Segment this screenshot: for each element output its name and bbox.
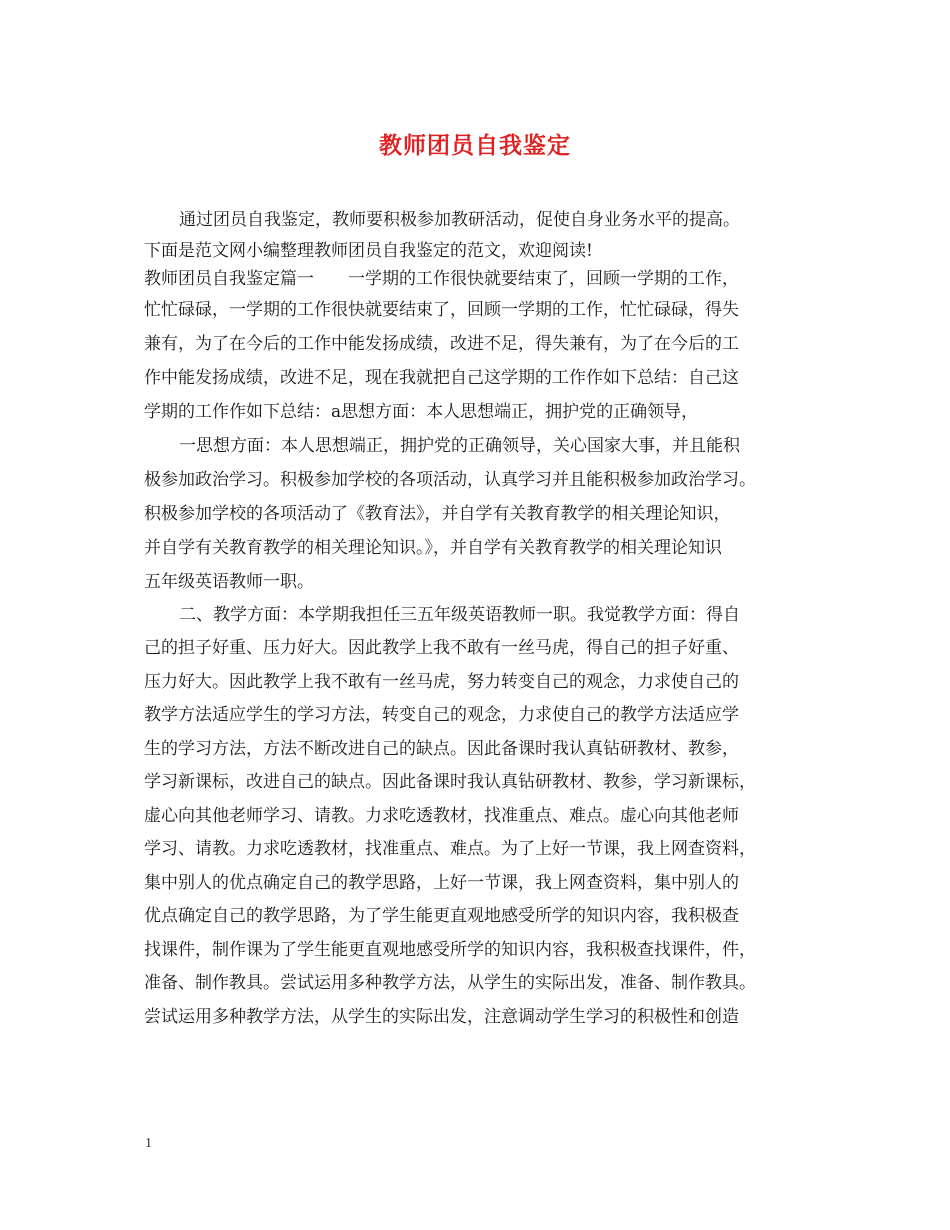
page-number: 1 [145,1136,152,1151]
body-line: 下面是范文网小编整理教师团员自我鉴定的范文，欢迎阅读! [144,240,593,261]
body-line: 找课件，制作课为了学生能更直观地感受所学的知识内容，我积极查找课件，件， [144,939,756,960]
body-line: 并自学有关教育教学的相关理论知识。》，并自学有关教育教学的相关理论知识 [144,537,722,558]
document-body [144,205,834,1034]
body-line: 兼有，为了在今后的工作中能发扬成绩，改进不足，得失兼有，为了在今后的工 [144,333,739,354]
body-line: 集中别人的优点确定自己的教学思路，上好一节课，我上网查资料，集中别人的 [144,872,739,893]
body-line: 教师团员自我鉴定篇一 一学期的工作很快就要结束了，回顾一学期的工作， [144,268,739,289]
body-line: 优点确定自己的教学思路，为了学生能更直观地感受所学的知识内容，我积极查 [144,906,739,926]
body-line: 积极参加学校的各项活动了《教育法》，并自学有关教育教学的相关理论知识， [144,503,731,524]
body-line: 压力好大。因此教学上我不敢有一丝马虎，努力转变自己的观念，力求使自己的 [144,671,739,692]
body-line: 五年级英语教师一职。 [144,571,314,592]
body-line: 生的学习方法，方法不断改进自己的缺点。因此备课时我认真钻研教材、教参， [144,738,739,759]
body-line: 作中能发扬成绩，改进不足，现在我就把自己这学期的工作作如下总结：自己这 [144,367,739,388]
body-line: 教学方法适应学生的学习方法，转变自己的观念，力求使自己的教学方法适应学 [144,705,739,725]
body-line: 尝试运用多种教学方法，从学生的实际出发，注意调动学生学习的积极性和创造 [144,1006,739,1027]
body-line: 学期的工作作如下总结：a思想方面：本人思想端正，拥护党的正确领导， [144,401,699,422]
body-line: 己的担子好重、压力好大。因此教学上我不敢有一丝马虎，得自己的担子好重、 [144,638,739,658]
body-line: 虚心向其他老师学习、请教。力求吃透教材，找准重点、难点。虚心向其他老师 [144,805,739,826]
body-line: 学习新课标，改进自己的缺点。因此备课时我认真钻研教材、教参，学习新课标， [144,772,756,792]
body-line: 准备、制作教具。尝试运用多种教学方法，从学生的实际出发，准备、制作教具。 [144,973,756,993]
body-line: 二、教学方面：本学期我担任三五年级英语教师一职。我觉教学方面：得自 [179,604,740,625]
body-line: 一思想方面：本人思想端正，拥护党的正确领导，关心国家大事，并且能积 [179,435,740,456]
document-title: 教师团员自我鉴定 [379,132,571,159]
body-line: 通过团员自我鉴定，教师要积极参加教研活动，促使自身业务水平的提高。 [179,210,740,230]
body-line: 忙忙碌碌，一学期的工作很快就要结束了，回顾一学期的工作，忙忙碌碌，得失 [144,299,739,320]
body-line: 学习、请教。力求吃透教材，找准重点、难点。为了上好一节课，我上网查资料， [144,839,756,859]
body-line: 极参加政治学习。积极参加学校的各项活动，认真学习并且能积极参加政治学习。 [144,469,756,490]
